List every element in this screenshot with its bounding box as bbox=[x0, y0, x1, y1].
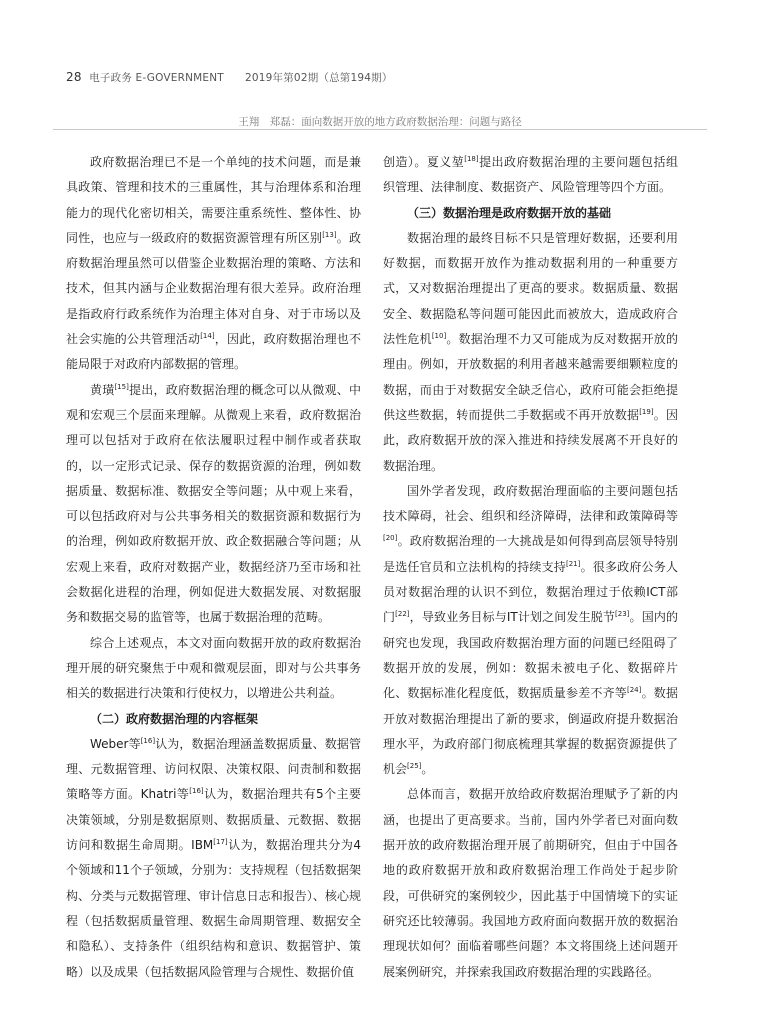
issue-info: 2019年第02期（总第194期） bbox=[245, 72, 393, 84]
citation-ref: [22] bbox=[395, 610, 410, 619]
citation-ref: [16] bbox=[140, 736, 156, 745]
citation-ref: [20] bbox=[383, 534, 398, 543]
journal-name: 电子政务 E-GOVERNMENT bbox=[89, 72, 224, 84]
paragraph: Weber等[16]认为，数据治理涵盖数据质量、数据管理、元数据管理、访问权限、决策权限、问责制和数据策略等方面。Khatri等[16]认为，数据治理共有5个主要决策领域，分别是数据原则、数据质量、元数据、数据访问和数据生命周期。IBM[17]认为，数据治理共分为4个领域和11个子领域，分别为：支持规程（包括数据架构、分类与元数据管理、审计信息日志和报告）、核心规程（包括数据质量管理、数据生命周期管理、数据安全和隐私）、支持条件（组织结构和意识、数据管护、策略）以及成果（包括数据风险管理与合规性、数据价值 bbox=[66, 736, 361, 979]
paragraph: 政府数据治理已不是一个单纯的技术问题，而是兼具政策、管理和技术的三重属性，其与治理体系和治理能力的现代化密切相关，需要注重系统性、整体性、协同性，也应与一级政府的数据资源管理有所区别[13]。政府数据治理虽然可以借鉴企业数据治理的策略、方法和技术，但其内涵与企业数据治理有很大差异。政府治理是指政府行政系统作为治理主体对自身、对于市场以及社会实施的公共管理活动[14]，因此，政府数据治理也不能局限于对政府内部数据的管理。 bbox=[66, 155, 361, 372]
citation-ref: [15] bbox=[114, 382, 129, 391]
header-divider bbox=[53, 129, 707, 130]
citation-ref: [17] bbox=[213, 838, 228, 847]
citation-ref: [23] bbox=[615, 610, 630, 619]
paragraph: 综合上述观点，本文对面向数据开放的政府数据治理开展的研究聚焦于中观和微观层面，即对与公共事务相关的数据进行决策和行使权力，以增进公共利益。 bbox=[66, 635, 361, 701]
journal-header bbox=[66, 70, 393, 85]
paragraph: 黄璜[15]提出，政府数据治理的概念可以从微观、中观和宏观三个层面来理解。从微观上来看，政府数据治理可以包括对于政府在依法履职过程中制作或者获取的，以一定形式记录、保存的数据资源的治理，例如数据质量、数据标准、数据安全等问题；从中观上来看，可以包括政府对与公共事务相关的数据资源和数据行为的治理，例如政府数据开放、政企数据融合等问题；从宏观上来看，政府对数据产业，数据经济乃至市场和社会数据化进程的治理，例如促进大数据发展、对数据服务和数据交易的监管等，也属于数据治理的范畴。 bbox=[66, 382, 361, 625]
section-heading: （二）政府数据治理的内容框架 bbox=[90, 711, 259, 726]
page-number: 28 bbox=[66, 70, 82, 84]
citation-ref: [24] bbox=[627, 686, 642, 695]
citation-ref: [18] bbox=[464, 155, 479, 163]
paragraph: 数据治理的最终目标不只是管理好数据，还要利用好数据，而数据开放作为推动数据利用的一种重要方式，又对数据治理提出了更高的要求。数据质量、数据安全、数据隐私等问题可能因此而被放大，造成政府合法性危机[10]。数据治理不力又可能成为反对数据开放的理由。例如，开放数据的利用者越来越需要细颗粒度的数据，而由于对数据安全缺乏信心，政府可能会拒绝提供这些数据，转而提供二手数据或不再开放数据[19]。因此，政府数据开放的深入推进和持续发展离不开良好的数据治理。 bbox=[383, 230, 678, 473]
paragraph: 创造）。夏义堃[18]提出政府数据治理的主要问题包括组织管理、法律制度、数据资产、风险管理等四个方面。 bbox=[383, 155, 678, 195]
paragraph: 国外学者发现，政府数据治理面临的主要问题包括技术障碍，社会、组织和经济障碍，法律和政策障碍等[20]。政府数据治理的一大挑战是如何得到高层领导特别是选任官员和立法机构的持续支持[21]。很多政府公务人员对数据治理的认识不到位，数据治理过于依赖ICT部门[22]，导致业务目标与IT计划之间发生脱节[23]。国内的研究也发现，我国政府数据治理方面的问题已经阻碍了数据开放的发展，例如：数据未被电子化、数据碎片化、数据标准化程度低，数据质量参差不齐等[24]。数据开放对数据治理提出了新的要求，倒逼政府提升数据治理水平，为政府部门彻底梳理其掌握的数据资源提供了机会[25]。 bbox=[383, 483, 678, 777]
citation-ref: [19] bbox=[639, 407, 654, 416]
citation-ref: [13] bbox=[322, 230, 337, 239]
citation-ref: [25] bbox=[407, 762, 422, 771]
running-title: 王翔 郑磊：面向数据开放的地方政府数据治理：问题与路径 bbox=[238, 116, 522, 128]
citation-ref: [14] bbox=[200, 332, 215, 341]
left-column bbox=[66, 150, 361, 980]
citation-ref: [21] bbox=[566, 559, 581, 568]
right-column bbox=[383, 150, 678, 980]
section-heading: （三）数据治理是政府数据开放的基础 bbox=[407, 205, 612, 220]
citation-ref: [16] bbox=[189, 787, 204, 796]
paragraph: 总体而言，数据开放给政府数据治理赋予了新的内涵，也提出了更高要求。当前，国内外学者已对面向数据开放的政府数据治理开展了前期研究，但由于中国各地的政府数据开放和政府数据治理工作尚处于起步阶段，可供研究的案例较少，因此基于中国情境下的实证研究还比较薄弱。我国地方政府面向数据开放的数据治理现状如何？面临着哪些问题？本文将围绕上述问题开展案例研究，并探索我国政府数据治理的实践路径。 bbox=[383, 787, 678, 979]
citation-ref: [10] bbox=[431, 332, 447, 341]
